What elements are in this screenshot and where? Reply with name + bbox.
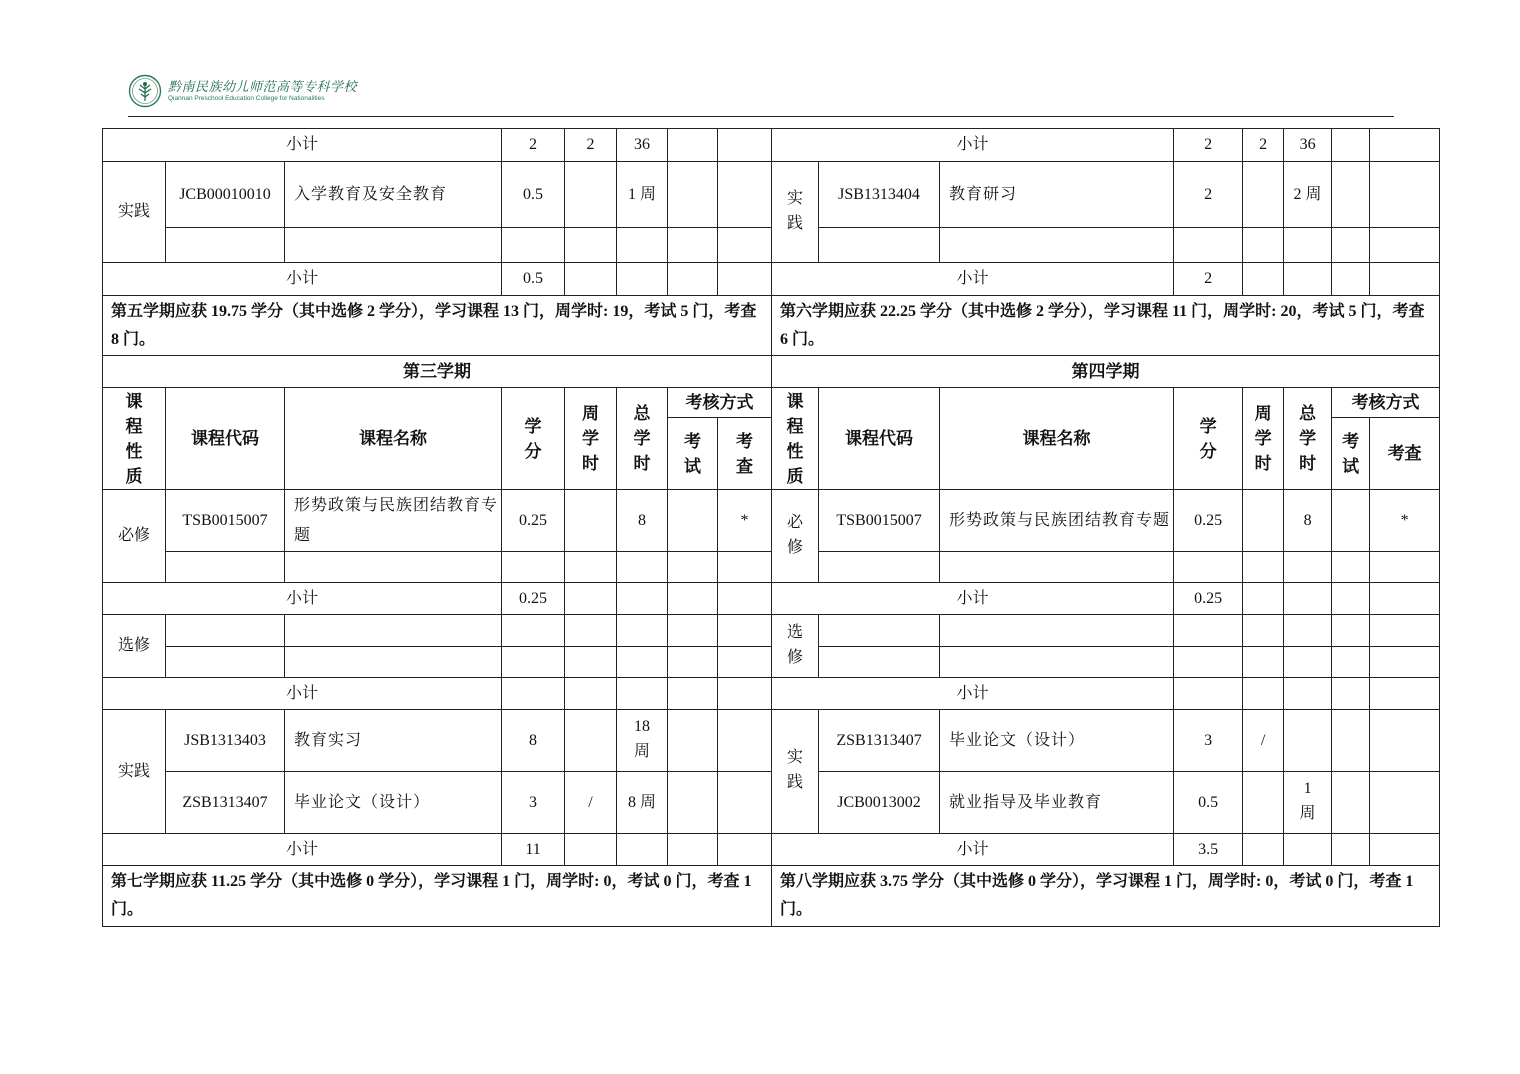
subtotal-label: 小计 (103, 263, 502, 296)
course-name: 形势政策与民族团结教育专题 (940, 490, 1174, 552)
course-total: 18 周 (634, 718, 651, 760)
subtotal-label: 小计 (103, 583, 502, 615)
table-row (103, 296, 1440, 356)
practice-label: 实践 (103, 162, 166, 263)
col-code-header: 课程代码 (819, 388, 940, 490)
course-name: 毕业论文（设计） (940, 710, 1174, 772)
table-row (103, 772, 1440, 834)
table-row (103, 678, 1440, 710)
course-credit: 0.5 (502, 162, 565, 228)
subtotal-credit: 2 (1174, 129, 1243, 162)
course-total: 8 周 (617, 772, 668, 834)
subtotal-label: 小计 (103, 129, 502, 162)
required-label: 必修 (787, 513, 804, 556)
subtotal-credit: 0.25 (502, 583, 565, 615)
elective-label: 选修 (103, 615, 166, 678)
col-assess-header: 考核方式 (1332, 388, 1440, 418)
subtotal-weekly: 2 (1243, 129, 1284, 162)
practice-label: 实践 (787, 749, 804, 791)
subtotal-label: 小计 (772, 263, 1174, 296)
semester-summary: 第七学期应获 11.25 学分（其中选修 0 学分），学习课程 1 门，周学时: 0，考试 0 门，考查 1 门。 (103, 866, 772, 927)
course-code: JCB0013002 (819, 772, 940, 834)
col-nature-header: 课程性质 (125, 391, 143, 486)
course-credit: 0.25 (1174, 490, 1243, 552)
subtotal-total: 36 (617, 129, 668, 162)
logo-chinese-name: 黔南民族幼儿师范高等专科学校 (168, 79, 358, 95)
course-credit: 0.25 (502, 490, 565, 552)
table-row (103, 552, 1440, 583)
semester-summary: 第八学期应获 3.75 学分（其中选修 0 学分），学习课程 1 门，周学时: 0，考试 0 门，考查 1 门。 (772, 866, 1440, 927)
subtotal-credit: 0.5 (502, 263, 565, 296)
col-total-header: 总学时 (633, 404, 651, 473)
subtotal-credit: 3.5 (1174, 834, 1243, 866)
table-row (103, 263, 1440, 296)
col-check-header: 考查 (736, 431, 754, 476)
page-header (128, 72, 1394, 117)
table-row (103, 834, 1440, 866)
table-header-row (103, 388, 1440, 418)
table-row (103, 490, 1440, 552)
course-name: 教育研习 (940, 162, 1174, 228)
table-row (103, 710, 1440, 772)
school-logo (128, 74, 357, 108)
col-weekly-header: 周学时 (1254, 404, 1272, 473)
course-code: TSB0015007 (819, 490, 940, 552)
semester-summary: 第五学期应获 19.75 学分（其中选修 2 学分），学习课程 13 门，周学时: 19，考试 5 门，考查 8 门。 (103, 296, 772, 356)
course-name: 入学教育及安全教育 (285, 162, 502, 228)
table-row (103, 228, 1440, 263)
col-credit-header: 学分 (1199, 416, 1217, 461)
course-check-mark: * (718, 490, 772, 552)
curriculum-table (102, 128, 1440, 927)
course-code: ZSB1313407 (166, 772, 285, 834)
table-row (103, 647, 1440, 678)
col-assess-header: 考核方式 (668, 388, 772, 418)
subtotal-credit: 2 (1174, 263, 1243, 296)
subtotal-label: 小计 (103, 834, 502, 866)
course-total: 8 (1284, 490, 1332, 552)
practice-label: 实践 (103, 710, 166, 834)
table-row (103, 129, 1440, 162)
course-credit: 3 (502, 772, 565, 834)
course-code: TSB0015007 (166, 490, 285, 552)
course-weekly: / (1243, 710, 1284, 772)
course-check-mark: * (1370, 490, 1440, 552)
course-total: 1 周 (617, 162, 668, 228)
subtotal-label: 小计 (772, 678, 1174, 710)
subtotal-label: 小计 (103, 678, 502, 710)
col-check-header: 考查 (1370, 418, 1440, 490)
course-name: 形势政策与民族团结教育专题 (285, 490, 502, 552)
course-code: JSB1313404 (819, 162, 940, 228)
col-name-header: 课程名称 (940, 388, 1174, 490)
course-total: 2 周 (1284, 162, 1332, 228)
elective-label: 选修 (787, 623, 804, 666)
subtotal-label: 小计 (772, 583, 1174, 615)
course-name: 毕业论文（设计） (285, 772, 502, 834)
col-exam-header: 考试 (1342, 431, 1360, 476)
col-code-header: 课程代码 (166, 388, 285, 490)
subtotal-label: 小计 (772, 129, 1174, 162)
course-name: 就业指导及毕业教育 (940, 772, 1174, 834)
table-row (103, 356, 1440, 388)
subtotal-credit: 11 (502, 834, 565, 866)
course-total: 8 (617, 490, 668, 552)
table-row (103, 583, 1440, 615)
course-credit: 8 (502, 710, 565, 772)
logo-english-name: Qiannan Preschool Education College for Nationalities (168, 94, 325, 102)
course-credit: 3 (1174, 710, 1243, 772)
col-nature-header: 课程性质 (786, 391, 804, 486)
subtotal-label: 小计 (772, 834, 1174, 866)
required-label: 必修 (103, 490, 166, 583)
table-row (103, 866, 1440, 927)
col-weekly-header: 周学时 (582, 404, 600, 473)
subtotal-credit: 0.25 (1174, 583, 1243, 615)
course-code: ZSB1313407 (819, 710, 940, 772)
tree-emblem-icon (128, 74, 162, 108)
table-row (103, 615, 1440, 647)
col-total-header: 总学时 (1299, 404, 1317, 473)
semester-title: 第四学期 (772, 356, 1440, 388)
subtotal-weekly: 2 (565, 129, 617, 162)
course-weekly (1243, 772, 1284, 834)
course-total (1284, 710, 1332, 772)
course-credit: 0.5 (1174, 772, 1243, 834)
table-row (103, 162, 1440, 228)
col-exam-header: 考试 (684, 431, 702, 476)
col-name-header: 课程名称 (285, 388, 502, 490)
practice-label: 实践 (787, 189, 804, 232)
col-credit-header: 学分 (524, 416, 542, 461)
subtotal-total: 36 (1284, 129, 1332, 162)
semester-title: 第三学期 (103, 356, 772, 388)
course-code: JSB1313403 (166, 710, 285, 772)
subtotal-credit: 2 (502, 129, 565, 162)
semester-summary: 第六学期应获 22.25 学分（其中选修 2 学分），学习课程 11 门，周学时: 20，考试 5 门，考查 6 门。 (772, 296, 1440, 356)
course-name: 教育实习 (285, 710, 502, 772)
course-credit: 2 (1174, 162, 1243, 228)
course-weekly: / (565, 772, 617, 834)
course-code: JCB00010010 (166, 162, 285, 228)
course-total: 1 周 (1299, 780, 1316, 822)
course-weekly (565, 710, 617, 772)
